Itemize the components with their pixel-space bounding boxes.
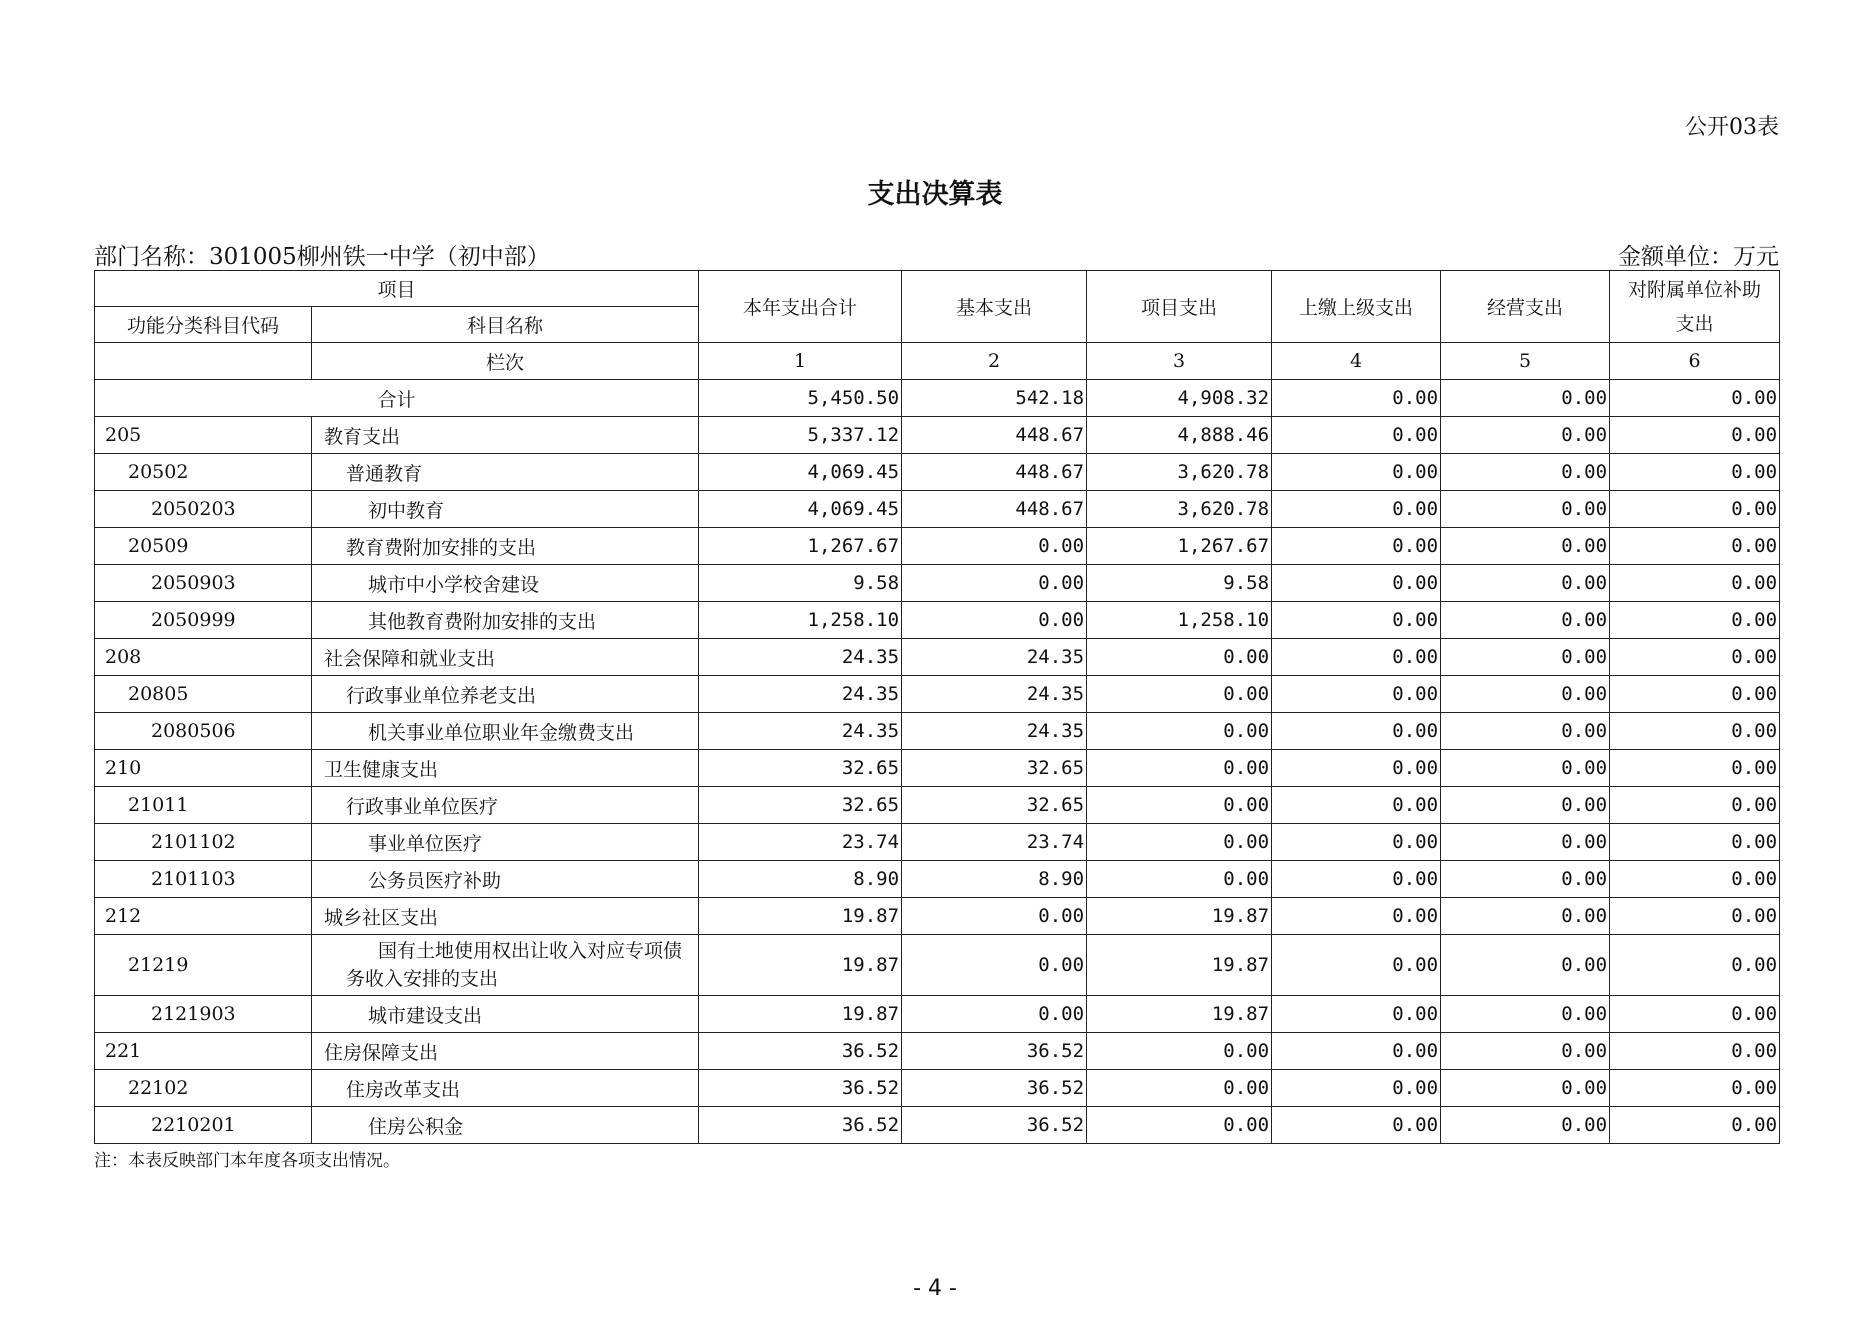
total-value: 4,908.32 — [1087, 380, 1272, 417]
amount-cell: 0.00 — [1441, 996, 1610, 1033]
amount-cell: 0.00 — [1610, 935, 1780, 996]
function-code-cell: 212 — [95, 898, 312, 935]
subject-name-cell: 国有土地使用权出让收入对应专项债务收入安排的支出 — [312, 935, 699, 996]
amount-cell: 0.00 — [1610, 491, 1780, 528]
total-row — [95, 380, 1780, 417]
amount-cell: 0.00 — [1272, 1070, 1441, 1107]
amount-cell: 0.00 — [1610, 750, 1780, 787]
subject-name-cell: 教育费附加安排的支出 — [312, 528, 699, 565]
amount-cell: 36.52 — [902, 1033, 1087, 1070]
amount-cell: 0.00 — [1272, 824, 1441, 861]
column-index-label: 栏次 — [312, 343, 699, 380]
amount-cell: 9.58 — [699, 565, 902, 602]
function-code-cell: 2050999 — [95, 602, 312, 639]
table-row — [95, 639, 1780, 676]
column-index: 4 — [1272, 343, 1441, 380]
amount-cell: 24.35 — [699, 676, 902, 713]
amount-cell: 23.74 — [902, 824, 1087, 861]
amount-cell: 0.00 — [1610, 861, 1780, 898]
function-code-cell: 20805 — [95, 676, 312, 713]
header-item: 项目 — [95, 271, 699, 307]
function-code-cell: 210 — [95, 750, 312, 787]
amount-cell: 0.00 — [902, 565, 1087, 602]
amount-cell: 0.00 — [1610, 1107, 1780, 1144]
header-subsidiary-line2: 支出 — [1675, 312, 1714, 335]
table-row — [95, 528, 1780, 565]
amount-cell: 448.67 — [902, 491, 1087, 528]
amount-cell: 36.52 — [699, 1070, 902, 1107]
table-row — [95, 1070, 1780, 1107]
amount-cell: 24.35 — [902, 639, 1087, 676]
amount-cell: 36.52 — [902, 1107, 1087, 1144]
amount-cell: 0.00 — [1441, 602, 1610, 639]
amount-cell: 0.00 — [1610, 1033, 1780, 1070]
header-function-code: 功能分类科目代码 — [95, 307, 312, 343]
amount-cell: 3,620.78 — [1087, 454, 1272, 491]
amount-cell: 0.00 — [1441, 639, 1610, 676]
amount-cell: 0.00 — [1441, 750, 1610, 787]
amount-cell: 0.00 — [1441, 565, 1610, 602]
total-label: 合计 — [95, 380, 699, 417]
amount-cell: 32.65 — [699, 750, 902, 787]
amount-cell: 0.00 — [1441, 898, 1610, 935]
footnote: 注：本表反映部门本年度各项支出情况。 — [94, 1151, 400, 1171]
amount-cell: 0.00 — [1441, 417, 1610, 454]
amount-cell: 4,888.46 — [1087, 417, 1272, 454]
amount-cell: 0.00 — [1272, 565, 1441, 602]
amount-cell: 0.00 — [1441, 935, 1610, 996]
table-row — [95, 1033, 1780, 1070]
amount-cell: 1,258.10 — [699, 602, 902, 639]
amount-cell: 0.00 — [1272, 491, 1441, 528]
amount-cell: 0.00 — [1610, 787, 1780, 824]
total-value: 5,450.50 — [699, 380, 902, 417]
amount-cell: 0.00 — [1441, 1033, 1610, 1070]
amount-cell: 4,069.45 — [699, 491, 902, 528]
table-row — [95, 602, 1780, 639]
function-code-cell: 2050203 — [95, 491, 312, 528]
amount-cell: 0.00 — [1610, 565, 1780, 602]
amount-cell: 0.00 — [1272, 996, 1441, 1033]
amount-cell: 0.00 — [1441, 824, 1610, 861]
amount-cell: 0.00 — [1087, 750, 1272, 787]
amount-cell: 5,337.12 — [699, 417, 902, 454]
amount-cell: 0.00 — [1272, 713, 1441, 750]
amount-cell: 0.00 — [1441, 713, 1610, 750]
amount-cell: 0.00 — [1441, 528, 1610, 565]
amount-cell: 0.00 — [1272, 787, 1441, 824]
amount-cell: 0.00 — [1610, 639, 1780, 676]
amount-cell: 0.00 — [1087, 824, 1272, 861]
subject-name-cell: 事业单位医疗 — [312, 824, 699, 861]
function-code-cell: 2101102 — [95, 824, 312, 861]
subject-name-cell: 教育支出 — [312, 417, 699, 454]
function-code-cell: 221 — [95, 1033, 312, 1070]
amount-cell: 32.65 — [902, 787, 1087, 824]
table-row — [95, 824, 1780, 861]
amount-cell: 0.00 — [902, 996, 1087, 1033]
amount-cell: 1,258.10 — [1087, 602, 1272, 639]
amount-cell: 0.00 — [1441, 491, 1610, 528]
function-code-cell: 205 — [95, 417, 312, 454]
subject-name-cell: 普通教育 — [312, 454, 699, 491]
amount-cell: 0.00 — [1272, 639, 1441, 676]
amount-cell: 448.67 — [902, 417, 1087, 454]
amount-cell: 8.90 — [902, 861, 1087, 898]
header-total-expenditure: 本年支出合计 — [699, 271, 902, 343]
amount-cell: 1,267.67 — [699, 528, 902, 565]
amount-cell: 0.00 — [1610, 454, 1780, 491]
amount-cell: 8.90 — [699, 861, 902, 898]
function-code-cell: 2080506 — [95, 713, 312, 750]
amount-cell: 3,620.78 — [1087, 491, 1272, 528]
amount-cell: 0.00 — [1441, 1107, 1610, 1144]
amount-cell: 9.58 — [1087, 565, 1272, 602]
amount-cell: 0.00 — [1441, 1070, 1610, 1107]
amount-cell: 0.00 — [1272, 676, 1441, 713]
amount-cell: 36.52 — [699, 1033, 902, 1070]
amount-cell: 24.35 — [902, 676, 1087, 713]
table-row — [95, 454, 1780, 491]
header-subject-name: 科目名称 — [312, 307, 699, 343]
subject-name-cell: 城市建设支出 — [312, 996, 699, 1033]
function-code-cell: 2210201 — [95, 1107, 312, 1144]
amount-cell: 0.00 — [1272, 898, 1441, 935]
table-row — [95, 935, 1780, 996]
function-code-cell: 20502 — [95, 454, 312, 491]
amount-cell: 0.00 — [902, 602, 1087, 639]
header-subsidiary-line1: 对附属单位补助 — [1628, 278, 1762, 301]
function-code-cell: 2050903 — [95, 565, 312, 602]
amount-cell: 23.74 — [699, 824, 902, 861]
amount-cell: 0.00 — [1272, 528, 1441, 565]
amount-cell: 0.00 — [1610, 996, 1780, 1033]
header-project-expenditure: 项目支出 — [1087, 271, 1272, 343]
total-value: 0.00 — [1610, 380, 1780, 417]
total-value: 0.00 — [1272, 380, 1441, 417]
table-row — [95, 491, 1780, 528]
subject-name-cell: 初中教育 — [312, 491, 699, 528]
function-code-cell: 21011 — [95, 787, 312, 824]
column-index: 3 — [1087, 343, 1272, 380]
subject-name-cell: 城乡社区支出 — [312, 898, 699, 935]
amount-cell: 24.35 — [699, 713, 902, 750]
column-index: 2 — [902, 343, 1087, 380]
function-code-cell: 20509 — [95, 528, 312, 565]
amount-cell: 0.00 — [1610, 602, 1780, 639]
table-row — [95, 1107, 1780, 1144]
index-blank-cell — [95, 343, 312, 380]
expenditure-table — [94, 270, 1780, 1144]
amount-cell: 0.00 — [1441, 454, 1610, 491]
amount-cell: 19.87 — [1087, 898, 1272, 935]
amount-cell: 0.00 — [1441, 676, 1610, 713]
amount-cell: 0.00 — [1272, 750, 1441, 787]
amount-cell: 32.65 — [902, 750, 1087, 787]
department-name: 部门名称：301005柳州铁一中学（初中部） — [94, 244, 550, 270]
amount-cell: 0.00 — [1272, 861, 1441, 898]
function-code-cell: 2121903 — [95, 996, 312, 1033]
amount-cell: 32.65 — [699, 787, 902, 824]
subject-name-cell: 机关事业单位职业年金缴费支出 — [312, 713, 699, 750]
function-code-cell: 21219 — [95, 935, 312, 996]
page-title: 支出决算表 — [867, 179, 1003, 210]
amount-cell: 0.00 — [1087, 787, 1272, 824]
function-code-cell: 22102 — [95, 1070, 312, 1107]
amount-cell: 0.00 — [902, 898, 1087, 935]
amount-cell: 0.00 — [902, 935, 1087, 996]
amount-cell: 36.52 — [902, 1070, 1087, 1107]
header-basic-expenditure: 基本支出 — [902, 271, 1087, 343]
amount-cell: 24.35 — [699, 639, 902, 676]
amount-cell: 19.87 — [699, 935, 902, 996]
table-row — [95, 750, 1780, 787]
header-remit-superior: 上缴上级支出 — [1272, 271, 1441, 343]
amount-cell: 1,267.67 — [1087, 528, 1272, 565]
function-code-cell: 2101103 — [95, 861, 312, 898]
amount-cell: 0.00 — [1272, 1107, 1441, 1144]
subject-name-cell: 其他教育费附加安排的支出 — [312, 602, 699, 639]
table-row — [95, 565, 1780, 602]
amount-cell: 0.00 — [1272, 454, 1441, 491]
amount-cell: 0.00 — [1087, 639, 1272, 676]
amount-cell: 19.87 — [699, 996, 902, 1033]
amount-cell: 0.00 — [1441, 787, 1610, 824]
amount-cell: 19.87 — [699, 898, 902, 935]
total-value: 0.00 — [1441, 380, 1610, 417]
amount-unit: 金额单位：万元 — [1618, 244, 1779, 270]
amount-cell: 0.00 — [1272, 935, 1441, 996]
page-number: - 4 - — [913, 1276, 957, 1301]
amount-cell: 0.00 — [1610, 1070, 1780, 1107]
amount-cell: 0.00 — [1087, 713, 1272, 750]
subject-name-cell: 行政事业单位医疗 — [312, 787, 699, 824]
subject-name-cell: 住房改革支出 — [312, 1070, 699, 1107]
header-operating-expenditure: 经营支出 — [1441, 271, 1610, 343]
table-row — [95, 417, 1780, 454]
amount-cell: 0.00 — [1272, 417, 1441, 454]
amount-cell: 0.00 — [1272, 1033, 1441, 1070]
subject-name-cell: 住房保障支出 — [312, 1033, 699, 1070]
amount-cell: 19.87 — [1087, 935, 1272, 996]
amount-cell: 24.35 — [902, 713, 1087, 750]
subject-name-cell: 公务员医疗补助 — [312, 861, 699, 898]
amount-cell: 0.00 — [1087, 861, 1272, 898]
column-index: 1 — [699, 343, 902, 380]
amount-cell: 19.87 — [1087, 996, 1272, 1033]
subject-name-cell: 卫生健康支出 — [312, 750, 699, 787]
column-index-row — [95, 343, 1780, 380]
column-index: 6 — [1610, 343, 1780, 380]
column-index: 5 — [1441, 343, 1610, 380]
amount-cell: 0.00 — [1610, 824, 1780, 861]
amount-cell: 0.00 — [902, 528, 1087, 565]
subject-name-cell: 行政事业单位养老支出 — [312, 676, 699, 713]
amount-cell: 0.00 — [1087, 1107, 1272, 1144]
amount-cell: 0.00 — [1087, 676, 1272, 713]
table-row — [95, 676, 1780, 713]
amount-cell: 0.00 — [1441, 861, 1610, 898]
subject-name-cell: 城市中小学校舍建设 — [312, 565, 699, 602]
table-row — [95, 996, 1780, 1033]
amount-cell: 0.00 — [1610, 528, 1780, 565]
amount-cell: 0.00 — [1610, 676, 1780, 713]
table-row — [95, 787, 1780, 824]
subject-name-cell: 住房公积金 — [312, 1107, 699, 1144]
amount-cell: 36.52 — [699, 1107, 902, 1144]
amount-cell: 448.67 — [902, 454, 1087, 491]
amount-cell: 4,069.45 — [699, 454, 902, 491]
total-value: 542.18 — [902, 380, 1087, 417]
table-row — [95, 898, 1780, 935]
form-number: 公开03表 — [1685, 115, 1779, 140]
table-row — [95, 861, 1780, 898]
amount-cell: 0.00 — [1087, 1070, 1272, 1107]
header-subsidiary-subsidy — [1610, 271, 1780, 343]
table-row — [95, 713, 1780, 750]
subject-name-cell: 社会保障和就业支出 — [312, 639, 699, 676]
amount-cell: 0.00 — [1610, 898, 1780, 935]
function-code-cell: 208 — [95, 639, 312, 676]
amount-cell: 0.00 — [1610, 417, 1780, 454]
amount-cell: 0.00 — [1610, 713, 1780, 750]
amount-cell: 0.00 — [1272, 602, 1441, 639]
amount-cell: 0.00 — [1087, 1033, 1272, 1070]
